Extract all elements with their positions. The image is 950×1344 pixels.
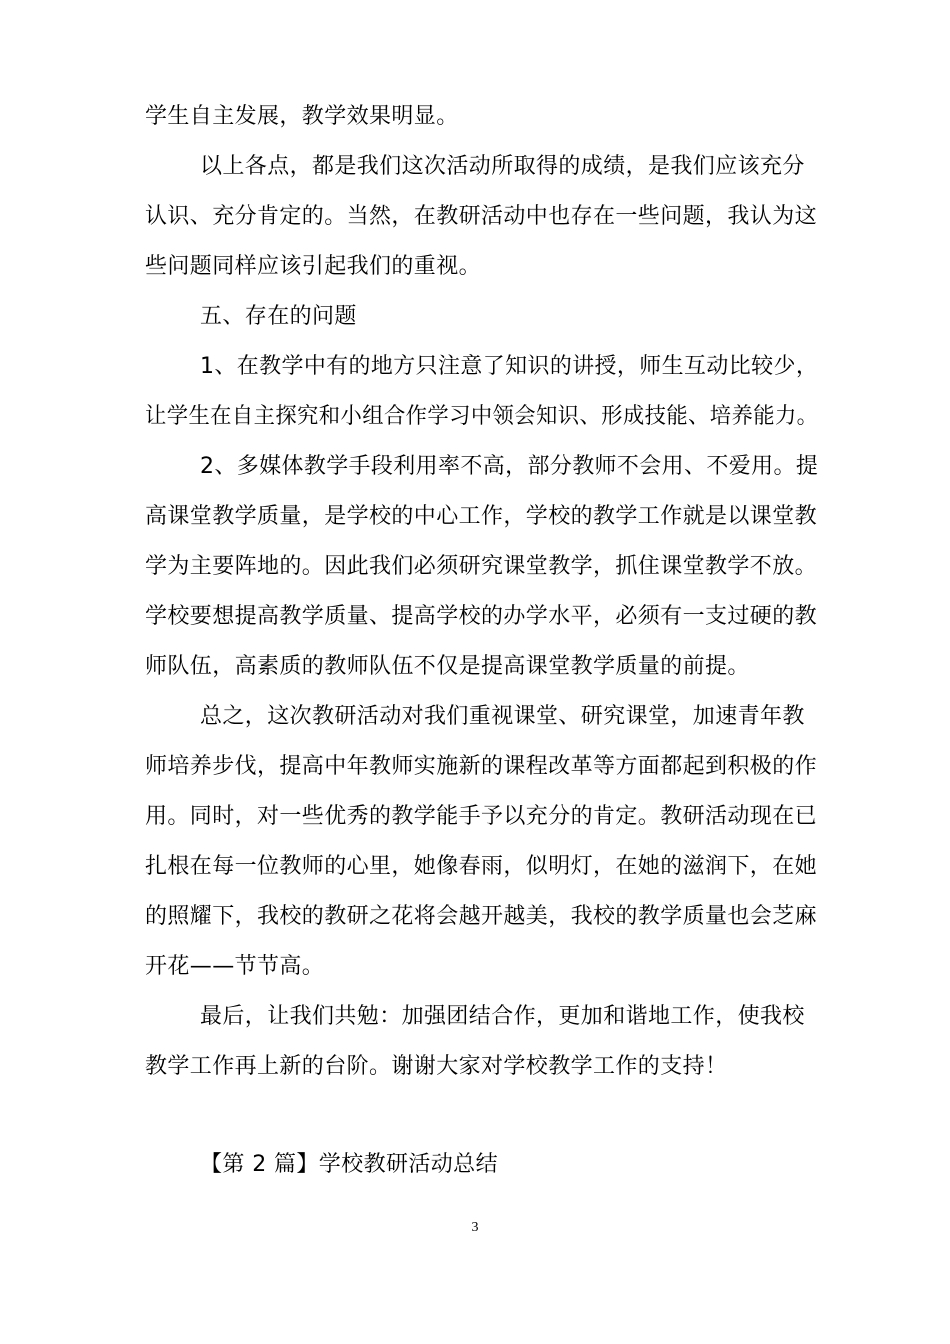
text-line: 学生自主发展，教学效果明显。: [145, 104, 459, 129]
text-line: 用。同时，对一些优秀的教学能手予以充分的肯定。教研活动现在已: [145, 804, 818, 829]
page-number: 3: [471, 1220, 479, 1235]
text-line: 学为主要阵地的。因此我们必须研究课堂教学，抓住课堂教学不放。: [145, 554, 818, 579]
text-line: 扎根在每一位教师的心里，她像春雨，似明灯，在她的滋润下，在她: [145, 854, 818, 879]
text-line: 高课堂教学质量，是学校的中心工作，学校的教学工作就是以课堂教: [145, 504, 818, 529]
text-line: 教学工作再上新的台阶。谢谢大家对学校教学工作的支持！: [145, 1054, 728, 1079]
article-heading: 【第 2 篇】学校教研活动总结: [200, 1152, 498, 1177]
text-line: 师队伍，高素质的教师队伍不仅是提高课堂教学质量的前提。: [145, 654, 750, 679]
section-heading: 五、存在的问题: [200, 304, 357, 329]
text-line: 师培养步伐，提高中年教师实施新的课程改革等方面都起到积极的作: [145, 754, 818, 779]
text-line: 让学生在自主探究和小组合作学习中领会知识、形成技能、培养能力。: [145, 404, 819, 429]
text-line: 最后，让我们共勉：加强团结合作，更加和谐地工作，使我校: [200, 1004, 805, 1029]
text-line: 以上各点，都是我们这次活动所取得的成绩，是我们应该充分: [200, 154, 805, 179]
text-line: 的照耀下，我校的教研之花将会越开越美，我校的教学质量也会芝麻: [145, 904, 818, 929]
text-line: 开花——节节高。: [145, 954, 325, 979]
text-line: 些问题同样应该引起我们的重视。: [145, 254, 482, 279]
text-line: 学校要想提高教学质量、提高学校的办学水平，必须有一支过硬的教: [145, 604, 818, 629]
text-line: 总之，这次教研活动对我们重视课堂、研究课堂，加速青年教: [200, 704, 805, 729]
text-line: 2、多媒体教学手段利用率不高，部分教师不会用、不爱用。提: [200, 454, 819, 479]
text-line: 1、在教学中有的地方只注意了知识的讲授，师生互动比较少，: [200, 354, 819, 379]
text-line: 认识、充分肯定的。当然，在教研活动中也存在一些问题，我认为这: [145, 204, 818, 229]
